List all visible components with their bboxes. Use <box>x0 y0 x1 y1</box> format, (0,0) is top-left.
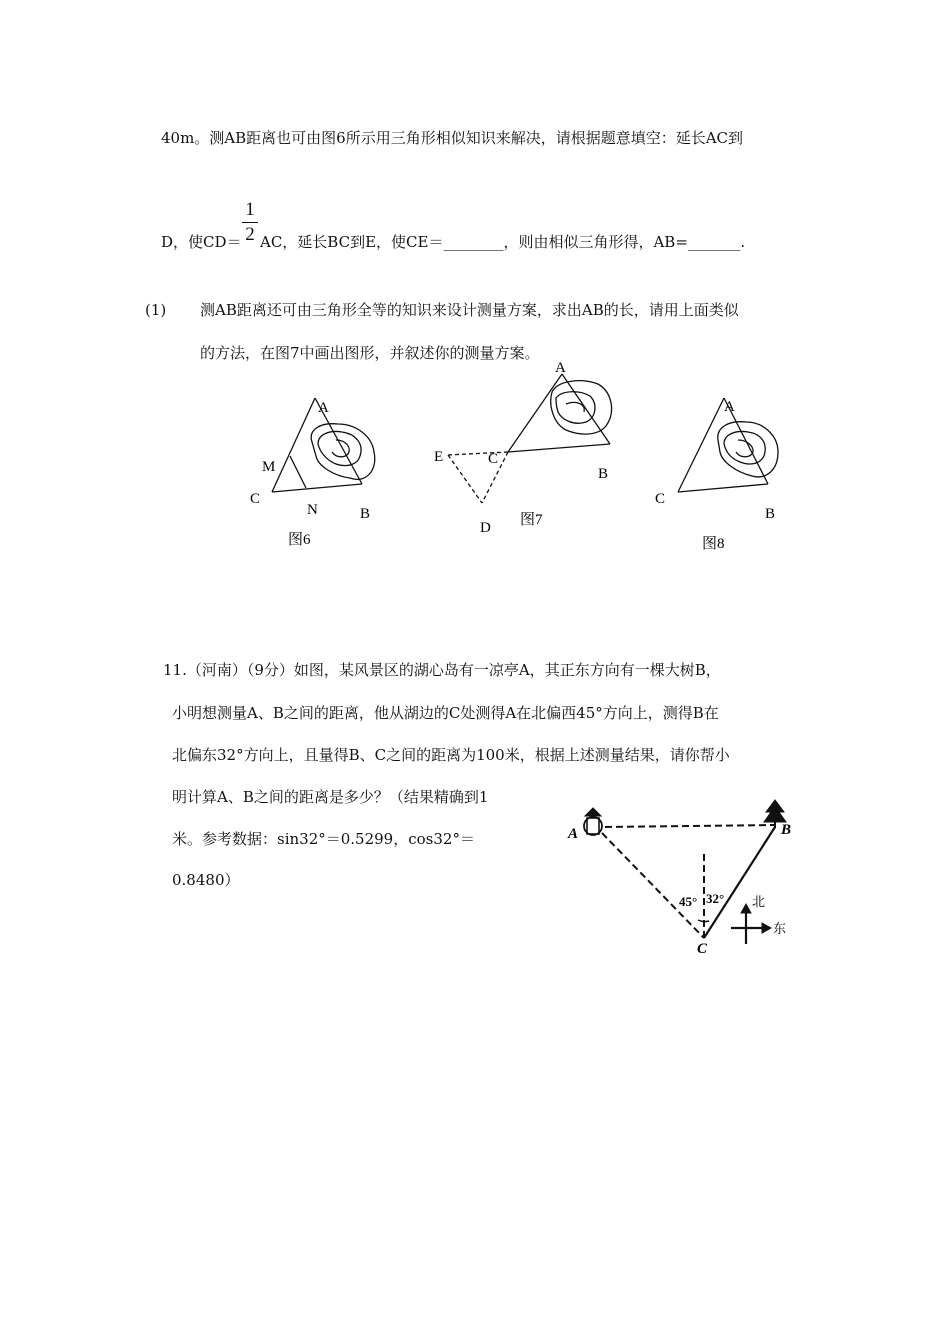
compass-east-arrow-icon <box>762 923 771 933</box>
fraction-numerator: 1 <box>245 199 255 220</box>
fig6-label-A: A <box>318 400 329 416</box>
figure-7 <box>448 374 612 503</box>
fig7-caption: 图7 <box>520 512 543 528</box>
line-AC-dashed <box>602 833 704 938</box>
lake-outline <box>311 424 375 480</box>
compass-north-arrow-icon <box>741 904 751 913</box>
lake-outline <box>718 422 778 477</box>
north-label: 北 <box>752 894 766 909</box>
line-ED-dashed <box>448 455 482 503</box>
angle-32-label: 32° <box>706 891 725 906</box>
paragraph-line: 0.8480） <box>172 871 240 889</box>
island-outline <box>318 432 361 466</box>
fig8-label-B: B <box>765 506 776 522</box>
fig7-label-A: A <box>555 360 566 376</box>
fig7-label-D: D <box>480 520 491 536</box>
east-label: 东 <box>773 921 787 936</box>
line-AB <box>562 374 610 444</box>
line-AC <box>272 398 315 492</box>
lake-outline <box>551 381 612 434</box>
diagram-label-A: A <box>568 826 579 842</box>
fig6-label-M: M <box>262 459 276 475</box>
fig8-label-C: C <box>655 491 666 507</box>
paragraph-line <box>161 232 242 252</box>
fig8-label-A: A <box>724 399 735 415</box>
pavilion-icon <box>584 817 602 835</box>
line-MN <box>290 456 306 488</box>
line-EC-dashed <box>448 452 508 455</box>
paragraph-line: 明计算A、B之间的距离是多少？（结果精确到1 <box>172 788 489 806</box>
angle-arc <box>698 920 709 922</box>
figure-8 <box>678 398 778 492</box>
paragraph-line: 北偏东32°方向上，且量得B、C之间的距离为100米，根据上述测量结果，请你帮小 <box>172 746 730 764</box>
figure-6 <box>272 398 375 492</box>
island-outline <box>724 432 765 465</box>
item-number: (1) <box>145 301 167 319</box>
line-AC <box>678 398 724 492</box>
fig7-label-C: C <box>488 451 499 467</box>
tree-icon <box>764 800 786 822</box>
fraction-denominator: 2 <box>245 224 255 245</box>
line-CB <box>704 827 775 938</box>
paragraph-line: 40m。测AB距离也可由图6所示用三角形相似知识来解决，请根据题意填空：延长AC到 <box>161 129 744 147</box>
fig6-label-C: C <box>250 491 261 507</box>
line-AB <box>724 398 768 484</box>
line-AC <box>508 374 562 452</box>
fig6-label-N: N <box>307 502 318 518</box>
paragraph-line: 的方法，在图7中画出图形，并叙述你的测量方案。 <box>200 344 540 362</box>
fig8-caption: 图8 <box>702 536 725 552</box>
problem11-diagram <box>584 800 786 944</box>
fig7-label-B: B <box>598 466 609 482</box>
paragraph-line: 小明想测量A、B之间的距离，他从湖边的C处测得A在北偏西45°方向上，测得B在 <box>172 704 719 722</box>
island-inner <box>332 440 349 457</box>
line-CB <box>508 444 610 452</box>
line-CD-dashed <box>482 452 508 503</box>
text-segment: D，使CD＝ <box>161 233 242 251</box>
paragraph-line: 测AB距离还可由三角形全等的知识来设计测量方案，求出AB的长，请用上面类似 <box>200 301 739 319</box>
pavilion-roof <box>585 808 601 816</box>
line-AB-dashed <box>605 825 775 827</box>
diagram-label-C: C <box>697 941 708 957</box>
paragraph-line: 米。参考数据：sin32°＝0.5299，cos32°＝ <box>172 830 475 848</box>
paragraph-line: 11.（河南）（9分）如图，某风景区的湖心岛有一凉亭A，其正东方向有一棵大树B， <box>163 661 721 679</box>
fig6-caption: 图6 <box>288 532 311 548</box>
fig7-label-E: E <box>434 449 444 465</box>
island-inner <box>736 440 753 457</box>
island-inner <box>566 402 584 412</box>
fraction-one-half <box>242 200 258 245</box>
angle-45-label: 45° <box>679 894 698 909</box>
paragraph-line: AC，延长BC到E，使CE＝________，则由相似三角形得，AB=_______. <box>260 233 746 251</box>
line-AB <box>315 398 362 484</box>
pavilion-body <box>587 818 599 834</box>
diagram-label-B: B <box>781 822 792 838</box>
line-CB <box>678 484 768 492</box>
fig6-label-B: B <box>360 506 371 522</box>
line-CB <box>272 484 362 492</box>
island-outline <box>556 392 595 424</box>
